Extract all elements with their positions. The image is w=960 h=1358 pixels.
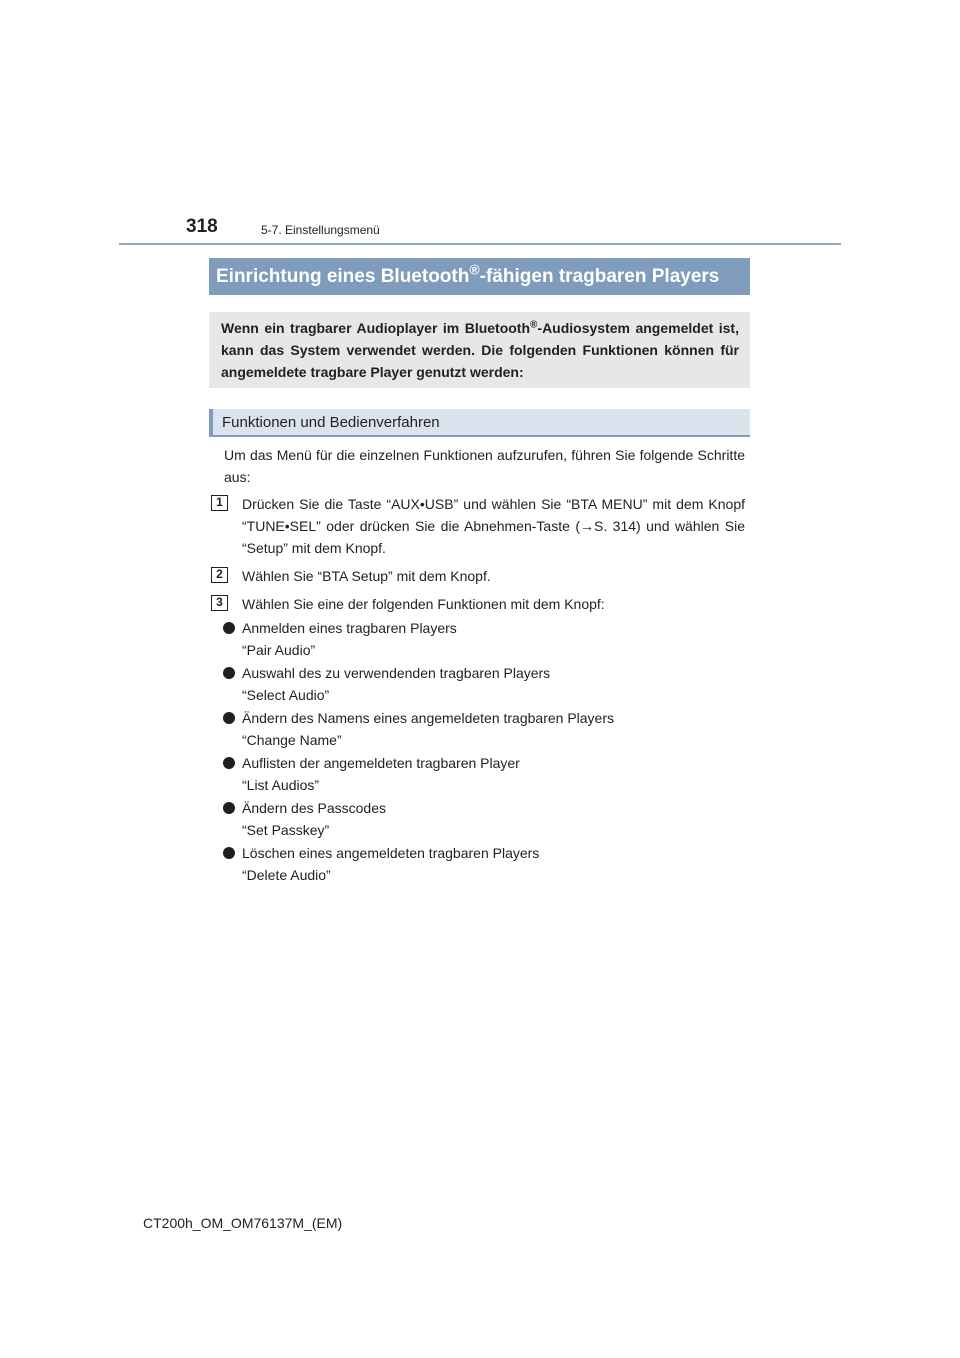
list-item xyxy=(242,797,742,841)
section-title xyxy=(209,258,750,295)
step-text-2: Wählen Sie “BTA Setup” mit dem Knopf. xyxy=(242,568,491,584)
step-badge-2: 2 xyxy=(211,567,228,583)
bullet-icon xyxy=(223,667,235,679)
function-label: Ändern des Passcodes xyxy=(242,800,386,816)
section-label: 5-7. Einstellungsmenü xyxy=(261,223,380,237)
intro-box xyxy=(209,312,750,388)
bullet-icon xyxy=(223,847,235,859)
function-value: “Change Name” xyxy=(242,732,342,748)
title-text-start: Einrichtung eines Bluetooth xyxy=(216,266,470,287)
step-text-3: Wählen Sie eine der folgenden Funktionen mit dem Knopf: xyxy=(242,596,605,612)
intro-text-end: -Audiosystem angemeldet ist, kann das System verwendet werden. Die folgenden Funktionen können für angemeldete tragbare Player genutzt werden: xyxy=(221,320,739,380)
function-label: Löschen eines angemeldeten tragbaren Players xyxy=(242,845,540,861)
function-label: Ändern des Namens eines angemeldeten tragbaren Players xyxy=(242,710,615,726)
step-badge-3: 3 xyxy=(211,595,228,611)
function-value: “Set Passkey” xyxy=(242,822,330,838)
function-value: “Pair Audio” xyxy=(242,642,316,658)
header-rule xyxy=(119,243,841,245)
step-badge-1: 1 xyxy=(211,495,228,511)
step-text-1: Drücken Sie die Taste “AUX•USB” und wählen Sie “BTA MENU” mit dem Knopf “TUNE•SEL” oder drücken Sie die Abnehmen-Taste (→S. 314) und wählen Sie “Setup” mit dem Knopf. xyxy=(242,496,745,556)
registered-mark: ® xyxy=(469,261,480,278)
function-value: “Delete Audio” xyxy=(242,867,331,883)
bullet-icon xyxy=(223,622,235,634)
function-label: Auflisten der angemeldeten tragbaren Player xyxy=(242,755,520,771)
function-value: “List Audios” xyxy=(242,777,320,793)
list-item xyxy=(242,707,742,751)
page-number: 318 xyxy=(186,216,218,237)
function-label: Auswahl des zu verwendenden tragbaren Players xyxy=(242,665,551,681)
function-value: “Select Audio” xyxy=(242,687,330,703)
title-text-end: -fähigen tragbaren Players xyxy=(479,266,720,287)
function-label: Anmelden eines tragbaren Players xyxy=(242,620,457,636)
subsection-title: Funktionen und Bedienverfahren xyxy=(209,409,750,437)
list-item xyxy=(242,752,742,796)
list-item xyxy=(242,842,742,886)
bullet-icon xyxy=(223,712,235,724)
registered-mark: ® xyxy=(530,319,538,331)
bullet-icon xyxy=(223,802,235,814)
list-item xyxy=(242,662,742,706)
bullet-icon xyxy=(223,757,235,769)
footer-code: CT200h_OM_OM76137M_(EM) xyxy=(143,1215,343,1231)
list-item xyxy=(242,617,742,661)
subsection-intro: Um das Menü für die einzelnen Funktionen aufzurufen, führen Sie folgende Schritte aus: xyxy=(224,447,745,485)
intro-text-start: Wenn ein tragbarer Audioplayer im Bluetooth xyxy=(221,320,531,336)
